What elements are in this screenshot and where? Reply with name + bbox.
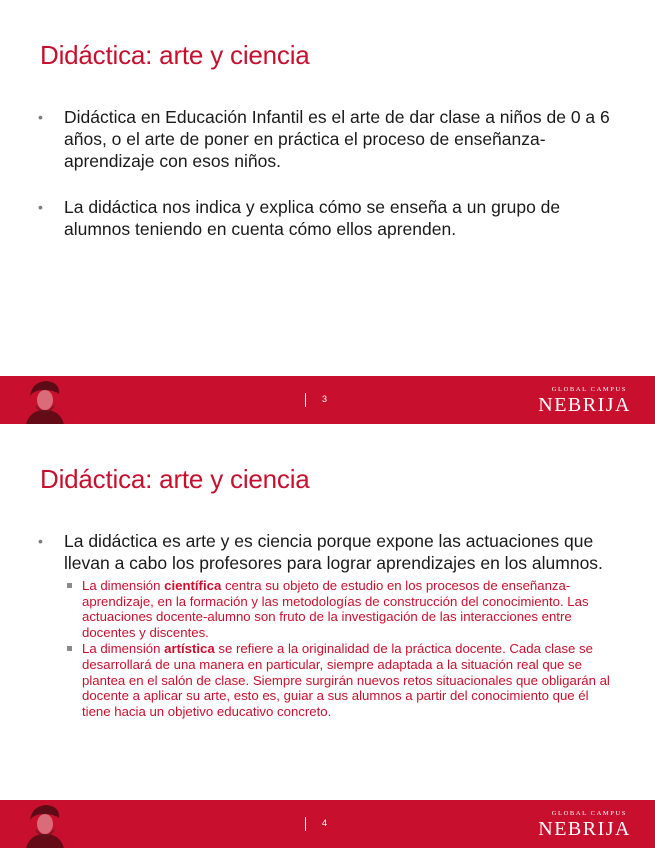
- bullet-item: • La didáctica nos indica y explica cómo se enseña a un grupo de alumnos teniendo en cuenta cómo ellos aprenden.: [38, 196, 619, 240]
- slide-4: [0, 424, 655, 848]
- subbullet-scientific: [64, 578, 619, 640]
- bullet-text: La didáctica es arte y es ciencia porque expone las actuaciones que llevan a cabo los profesores para lograr aprendizajes en los alumnos.: [64, 531, 603, 573]
- bullet-list: [38, 530, 619, 720]
- slide-title: Didáctica: arte y ciencia: [40, 40, 310, 70]
- bullet-item: [38, 530, 619, 719]
- subbullet-text: centra su objeto de estudio en los procesos de enseñanza-aprendizaje, en la formación y las metodologías de construcción del conocimiento. Las actuaciones docente-alumno son fruto de la investigación de las interacciones entre docentes y discentes.: [82, 578, 589, 640]
- subbullet-highlight: artística: [164, 641, 215, 657]
- brand-tagline: GLOBAL CAMPUS: [551, 386, 627, 393]
- subbullet-text: La dimensión: [82, 578, 165, 593]
- page-number: 3: [322, 394, 328, 404]
- brand-tagline: GLOBAL CAMPUS: [551, 810, 627, 817]
- footer-divider: [305, 393, 306, 407]
- slide-footer: [0, 800, 655, 848]
- subbullet-text: La dimensión: [82, 641, 165, 657]
- page-number: 4: [322, 818, 328, 828]
- bullet-list: [38, 106, 619, 240]
- footer-divider: [305, 817, 306, 831]
- slide-footer: [0, 376, 655, 424]
- subbullet-text: se refiere a la originalidad de la práctica docente. Cada clase se desarrollará de una manera en particular, siempre adaptada a la situación real que se plantea en el salón de clase. Siempre surgirán nuevos retos situacionales que obligarán al docente a aplicar su arte, esto es, guiar a sus alumnos a partir del conocimiento que él tiene hacia un objetivo educativo concreto.: [82, 641, 610, 719]
- portrait-icon: [22, 376, 66, 424]
- subbullet-list: [64, 578, 619, 719]
- brand-logo: NEBRIJA: [538, 394, 631, 416]
- subbullet-highlight: científica: [164, 578, 222, 593]
- bullet-item: • Didáctica en Educación Infantil es el arte de dar clase a niños de 0 a 6 años, o el arte de poner en práctica el proceso de enseñanza-aprendizaje con esos niños.: [38, 106, 619, 172]
- slide-title: Didáctica: arte y ciencia: [40, 464, 310, 494]
- subbullet-artistic: [64, 641, 619, 719]
- portrait-icon: [22, 800, 66, 848]
- brand-logo: NEBRIJA: [538, 818, 631, 840]
